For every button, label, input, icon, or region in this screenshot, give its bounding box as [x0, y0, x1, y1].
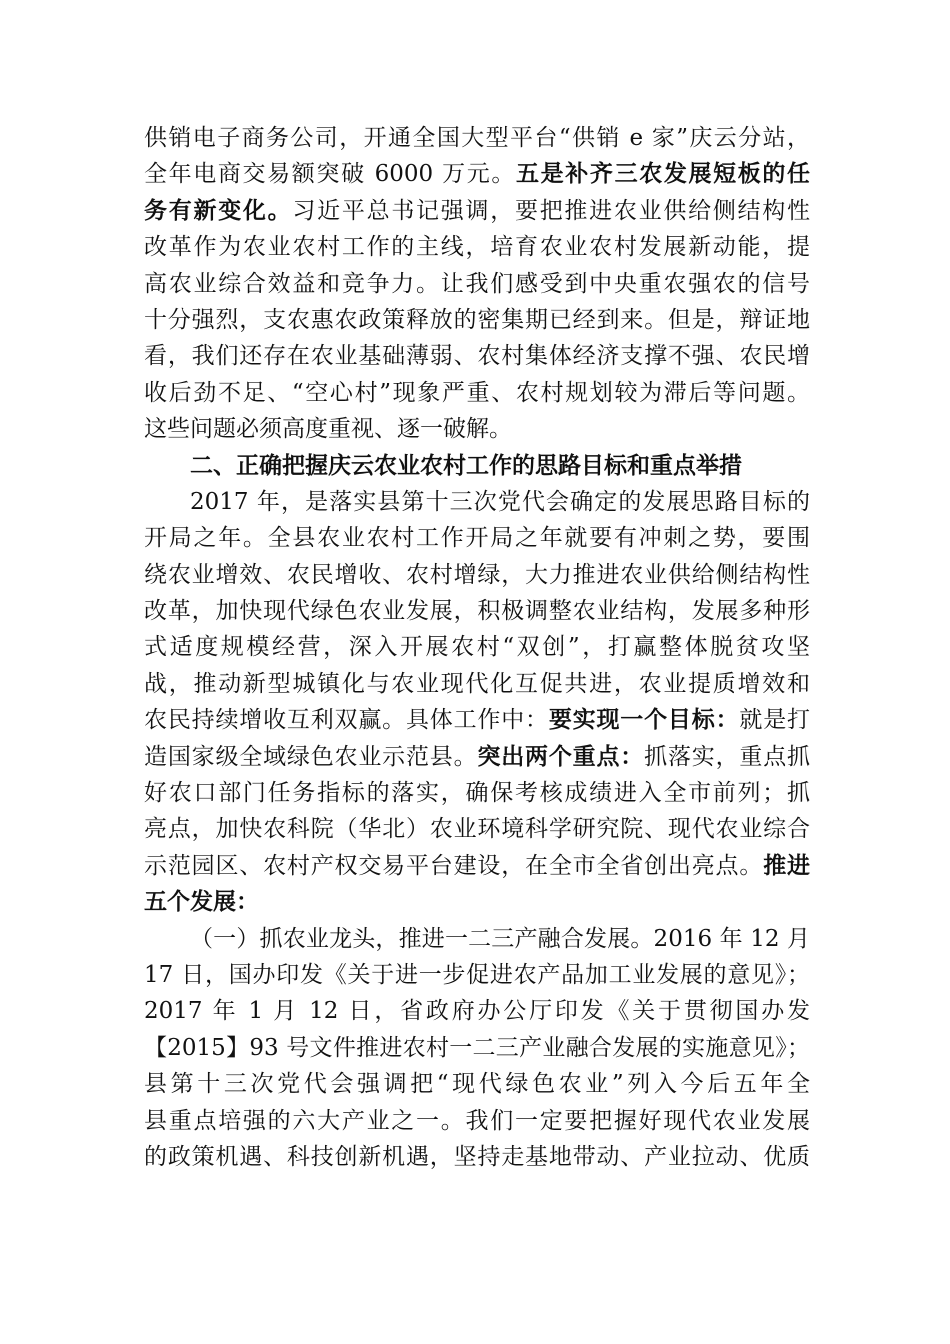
text-line — [144, 338, 810, 374]
text-span: 县重点培强的六大产业之一。我们一定要把握好现代农业发展 — [144, 1107, 810, 1134]
text-span: 全年电商交易额突破 6000 万元。 — [144, 161, 517, 188]
text-line — [144, 775, 810, 811]
text-line — [144, 1139, 810, 1175]
text-line — [144, 593, 810, 629]
text-span: 2017 年，是落实县第十三次党代会确定的发展思路目标的 — [190, 488, 810, 515]
text-span: 【2015】93 号文件推进农村一二三产业融合发展的实施意见》； — [144, 1034, 810, 1061]
text-line — [144, 411, 810, 447]
text-span: 习近平总书记强调，要把推进农业供给侧结构性 — [292, 197, 811, 224]
text-line — [144, 884, 810, 920]
text-span: 就是打 — [739, 707, 811, 734]
section-heading — [144, 448, 810, 484]
text-span: 式适度规模经营，深入开展农村“双创”，打赢整体脱贫攻坚 — [144, 634, 810, 661]
text-span: 造国家级全域绿色农业示范县。 — [144, 743, 478, 770]
emphasis-text: 要实现一个目标： — [548, 707, 740, 734]
text-span: （一）抓农业龙头，推进一二三产融合发展。2016 年 12 月 — [190, 925, 810, 952]
text-span: 好农口部门任务指标的落实，确保考核成绩进入全市前列；抓 — [144, 780, 810, 807]
text-span: 十分强烈，支农惠农政策释放的密集期已经到来。但是，辩证地 — [144, 306, 810, 333]
text-line — [144, 811, 810, 847]
text-span: 看，我们还存在农业基础薄弱、农村集体经济支撑不强、农民增 — [144, 343, 810, 370]
emphasis-text: 突出两个重点： — [477, 743, 645, 770]
text-span: 县第十三次党代会强调把“现代绿色农业”列入今后五年全 — [144, 1071, 810, 1098]
text-span: 开局之年。全县农业农村工作开局之年就要有冲刺之势，要围 — [144, 525, 810, 552]
text-line — [144, 229, 810, 265]
text-span: 二、正确把握庆云农业农村工作的思路目标和重点举措 — [190, 452, 742, 479]
text-span: 2017 年 1 月 12 日，省政府办公厅印发《关于贯彻国办发 — [144, 998, 810, 1025]
emphasis-text: 五个发展： — [144, 889, 259, 916]
text-span: 示范园区、农村产权交易平台建设，在全市全省创出亮点。 — [144, 852, 764, 879]
text-span: 的政策机遇、科技创新机遇，坚持走基地带动、产业拉动、优质 — [144, 1143, 810, 1170]
emphasis-text: 务有新变化。 — [144, 197, 293, 224]
text-line — [144, 993, 810, 1029]
text-line — [144, 193, 810, 229]
text-line — [144, 1103, 810, 1139]
text-line — [144, 1030, 810, 1066]
text-line — [144, 156, 810, 192]
text-line — [144, 266, 810, 302]
body-text — [144, 120, 810, 1175]
text-line — [144, 1066, 810, 1102]
text-line — [144, 484, 810, 520]
text-line — [144, 557, 810, 593]
text-line — [144, 739, 810, 775]
text-span: 抓落实，重点抓 — [644, 743, 811, 770]
text-line — [144, 520, 810, 556]
text-span: 供销电子商务公司，开通全国大型平台“供销 e 家”庆云分站， — [144, 125, 811, 151]
text-line — [144, 702, 810, 738]
text-line — [144, 848, 810, 884]
text-span: 改革作为农业农村工作的主线，培育农业农村发展新动能，提 — [144, 234, 810, 261]
emphasis-text: 推进 — [763, 852, 811, 879]
text-line — [144, 302, 810, 338]
text-span: 这些问题必须高度重视、逐一破解。 — [144, 416, 512, 443]
text-span: 17 日，国办印发《关于进一步促进农产品加工业发展的意见》； — [144, 961, 810, 988]
text-line — [144, 120, 810, 156]
text-span: 收后劲不足、“空心村”现象严重、农村规划较为滞后等问题。 — [144, 379, 810, 406]
text-span: 绕农业增效、农民增收、农村增绿，大力推进农业供给侧结构性 — [144, 561, 810, 588]
text-span: 改革，加快现代绿色农业发展，积极调整农业结构，发展多种形 — [144, 598, 810, 625]
text-line — [144, 957, 810, 993]
text-line — [144, 375, 810, 411]
text-span: 农民持续增收互利双赢。具体工作中： — [144, 707, 549, 734]
text-span: 高农业综合效益和竞争力。让我们感受到中央重农强农的信号 — [144, 270, 810, 297]
text-span: 亮点，加快农科院（华北）农业环境科学研究院、现代农业综合 — [144, 816, 810, 843]
text-line — [144, 629, 810, 665]
text-span: 战，推动新型城镇化与农业现代化互促共进，农业提质增效和 — [144, 670, 810, 697]
text-line — [144, 666, 810, 702]
emphasis-text: 五是补齐三农发展短板的任 — [516, 161, 811, 188]
text-line — [144, 921, 810, 957]
